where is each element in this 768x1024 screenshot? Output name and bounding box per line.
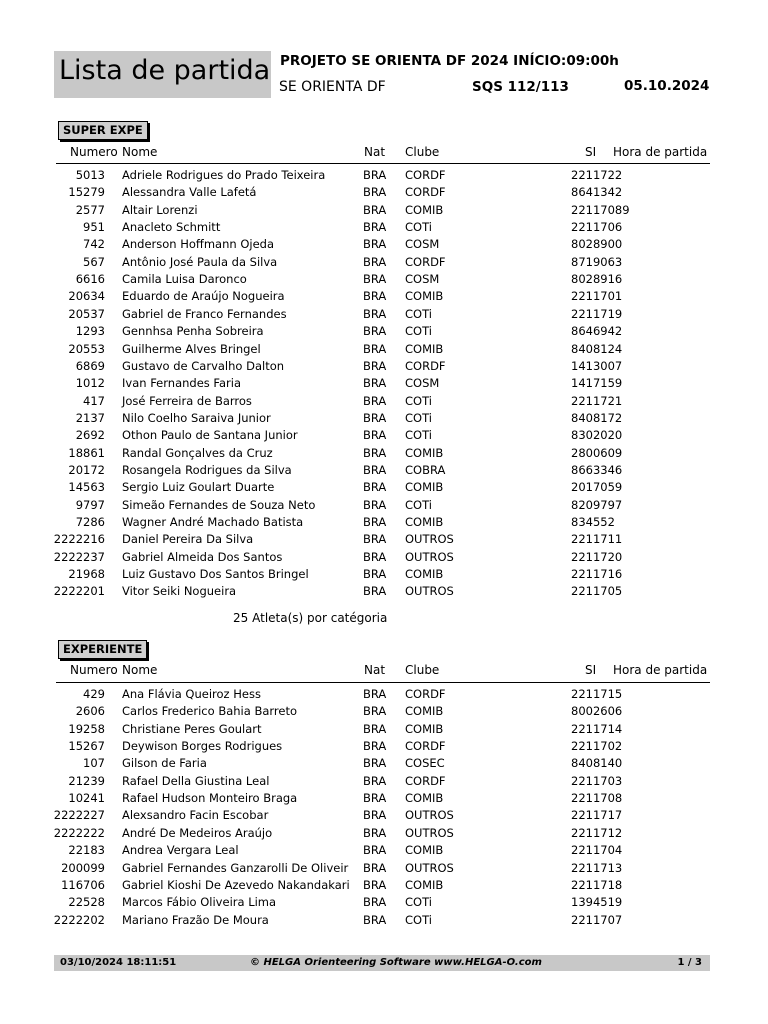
runner-name: Gabriel Kioshi De Azevedo Nakandakari (122, 877, 350, 892)
runner-number: 107 (83, 756, 105, 771)
nationality: BRA (363, 739, 387, 754)
club-name: CORDF (405, 254, 446, 269)
si-card-number: 8302020 (571, 428, 623, 443)
nationality: BRA (363, 168, 387, 182)
runner-name: Adriele Rodrigues do Prado Teixeira (122, 168, 326, 182)
nationality: BRA (363, 773, 387, 788)
table-row (0, 167, 768, 184)
table-row (0, 358, 768, 375)
club-name: COSEC (405, 756, 445, 771)
athlete-count-number: 25 (233, 611, 249, 625)
si-card-number: 2211702 (571, 739, 623, 754)
club-name: CORDF (405, 773, 446, 788)
table-row (0, 825, 768, 842)
nationality: BRA (363, 324, 387, 339)
si-card-number: 2211707 (571, 912, 623, 927)
club-name: COMIB (405, 515, 444, 529)
si-card-number: 8209797 (571, 497, 623, 512)
runner-number: 2577 (75, 202, 105, 217)
si-card-number: 2211701 (571, 289, 623, 304)
runner-number: 15279 (68, 185, 105, 200)
si-card-number: 2211704 (571, 843, 623, 858)
col-header-numero: Numero (70, 663, 118, 677)
runner-number: 2692 (75, 428, 105, 443)
runner-number: 14563 (68, 480, 105, 495)
col-header-si: SI (585, 663, 597, 677)
nationality: BRA (363, 341, 387, 356)
club-name: COTi (405, 895, 432, 910)
runner-name: Gabriel Fernandes Ganzarolli De Oliveir (122, 860, 349, 875)
runner-number: 10241 (68, 791, 105, 806)
nationality: BRA (363, 687, 387, 701)
club-name: COTi (405, 393, 432, 408)
runner-name: Deywison Borges Rodrigues (122, 739, 283, 754)
runner-number: 6869 (75, 358, 105, 373)
club-name: COTi (405, 497, 432, 512)
nationality: BRA (363, 877, 387, 892)
club-name: OUTROS (405, 532, 454, 547)
club-name: COMIB (405, 843, 444, 858)
table-row (0, 721, 768, 738)
club-name: COSM (405, 237, 440, 252)
runner-name: Rafael Della Giustina Leal (122, 773, 270, 788)
runner-name: José Ferreira de Barros (122, 393, 252, 408)
nationality: BRA (363, 480, 387, 495)
table-row (0, 755, 768, 772)
table-row (0, 288, 768, 305)
page-number: 1 / 3 (677, 957, 702, 968)
nationality: BRA (363, 515, 387, 529)
runner-number: 15267 (68, 739, 105, 754)
nationality: BRA (363, 272, 387, 287)
table-row (0, 912, 768, 929)
runner-number: 2222222 (53, 825, 105, 840)
si-card-number: 8719063 (571, 254, 623, 269)
si-card-number: 2211714 (571, 721, 623, 736)
si-card-number: 2211717 (571, 808, 623, 823)
table-row (0, 236, 768, 253)
club-name: OUTROS (405, 549, 454, 564)
si-card-number: 2211708 (571, 791, 623, 806)
nationality: BRA (363, 721, 387, 736)
col-header-nat: Nat (364, 145, 386, 159)
table-row (0, 703, 768, 720)
runner-number: 742 (83, 237, 105, 252)
runner-name: Luiz Gustavo Dos Santos Bringel (122, 567, 309, 582)
header-rule (56, 163, 710, 164)
runner-number: 6616 (75, 272, 105, 287)
si-card-number: 22117089 (571, 202, 630, 217)
runner-number: 18861 (68, 445, 105, 460)
col-header-clube: Clube (405, 145, 440, 159)
nationality: BRA (363, 567, 387, 582)
runner-number: 2137 (75, 410, 105, 425)
si-card-number: 2211712 (571, 825, 623, 840)
runner-name: Christiane Peres Goulart (122, 721, 262, 736)
table-row (0, 219, 768, 236)
nationality: BRA (363, 912, 387, 927)
club-name: CORDF (405, 185, 446, 200)
nationality: BRA (363, 202, 387, 217)
table-row (0, 375, 768, 392)
nationality: BRA (363, 791, 387, 806)
nationality: BRA (363, 428, 387, 443)
runner-name: Altair Lorenzi (122, 202, 198, 217)
club-name: CORDF (405, 739, 446, 754)
nationality: BRA (363, 584, 387, 599)
runner-number: 2606 (75, 704, 105, 719)
col-header-nome: Nome (122, 663, 158, 677)
si-card-number: 2211706 (571, 220, 623, 235)
nationality: BRA (363, 237, 387, 252)
col-header-nat: Nat (364, 663, 386, 677)
table-row (0, 773, 768, 790)
runner-name: Ana Flávia Queiroz Hess (122, 687, 261, 701)
nationality: BRA (363, 808, 387, 823)
runner-number: 2222216 (53, 532, 105, 547)
si-card-number: 1417159 (571, 376, 623, 391)
nationality: BRA (363, 843, 387, 858)
nationality: BRA (363, 393, 387, 408)
club-name: COBRA (405, 462, 446, 477)
table-row (0, 807, 768, 824)
page-title: Lista de partida (59, 55, 271, 86)
table-row (0, 566, 768, 583)
runner-name: Guilherme Alves Bringel (122, 341, 261, 356)
club-name: OUTROS (405, 808, 454, 823)
runner-name: Alessandra Valle Lafetá (122, 185, 257, 200)
runner-name: Antônio José Paula da Silva (122, 254, 278, 269)
table-row (0, 306, 768, 323)
si-card-number: 2211715 (571, 687, 623, 701)
col-header-clube: Clube (405, 663, 440, 677)
table-row (0, 514, 768, 531)
table-row (0, 323, 768, 340)
si-card-number: 2211720 (571, 549, 623, 564)
runner-number: 116706 (61, 877, 105, 892)
nationality: BRA (363, 289, 387, 304)
project-title: PROJETO SE ORIENTA DF 2024 INÍCIO:09:00h (280, 53, 619, 69)
runner-number: 1293 (75, 324, 105, 339)
club-name: COMIB (405, 877, 444, 892)
si-card-number: 8646942 (571, 324, 623, 339)
nationality: BRA (363, 376, 387, 391)
nationality: BRA (363, 410, 387, 425)
si-card-number: 2211721 (571, 393, 623, 408)
runner-name: Gennhsa Penha Sobreira (122, 324, 264, 339)
runner-number: 567 (83, 254, 105, 269)
runner-number: 2222202 (53, 912, 105, 927)
table-row (0, 497, 768, 514)
col-header-hora: Hora de partida (613, 663, 708, 677)
runner-name: Othon Paulo de Santana Junior (122, 428, 298, 443)
club-name: COTi (405, 410, 432, 425)
club-name: COTi (405, 220, 432, 235)
table-row (0, 531, 768, 548)
table-row (0, 427, 768, 444)
si-card-number: 8408124 (571, 341, 623, 356)
club-name: COMIB (405, 704, 444, 719)
table-row (0, 202, 768, 219)
club-name: CORDF (405, 687, 446, 701)
runner-number: 5013 (75, 168, 105, 182)
event-date: 05.10.2024 (624, 78, 710, 94)
club-name: COTi (405, 324, 432, 339)
si-card-number: 2017059 (571, 480, 623, 495)
si-card-number: 834552 (571, 515, 615, 529)
club-name: COSM (405, 376, 440, 391)
runner-name: Daniel Pereira Da Silva (122, 532, 254, 547)
nationality: BRA (363, 497, 387, 512)
runner-number: 21968 (68, 567, 105, 582)
nationality: BRA (363, 462, 387, 477)
table-row (0, 341, 768, 358)
category-label: SUPER EXPE (58, 121, 148, 140)
club-name: COMIB (405, 289, 444, 304)
runner-name: Wagner André Machado Batista (122, 515, 304, 529)
club-name: CORDF (405, 358, 446, 373)
si-card-number: 2211716 (571, 567, 623, 582)
runner-number: 7286 (75, 515, 105, 529)
table-row (0, 842, 768, 859)
table-row (0, 410, 768, 427)
table-row (0, 393, 768, 410)
si-card-number: 1413007 (571, 358, 623, 373)
runner-number: 9797 (75, 497, 105, 512)
table-row (0, 445, 768, 462)
category-label: EXPERIENTE (58, 640, 147, 659)
si-card-number: 2211703 (571, 773, 623, 788)
nationality: BRA (363, 532, 387, 547)
si-card-number: 8641342 (571, 185, 623, 200)
club-name: COTi (405, 428, 432, 443)
runner-name: Anderson Hoffmann Ojeda (122, 237, 274, 252)
runner-number: 20634 (68, 289, 105, 304)
table-row (0, 271, 768, 288)
table-row (0, 254, 768, 271)
si-card-number: 8408140 (571, 756, 623, 771)
nationality: BRA (363, 895, 387, 910)
page-title-box (54, 51, 271, 98)
runner-number: 20537 (68, 306, 105, 321)
table-row (0, 184, 768, 201)
si-card-number: 2211722 (571, 168, 623, 182)
club-name: COMIB (405, 445, 444, 460)
si-card-number: 2211705 (571, 584, 623, 599)
page-footer (54, 955, 710, 971)
runner-name: Eduardo de Araújo Nogueira (122, 289, 285, 304)
si-card-number: 8663346 (571, 462, 623, 477)
nationality: BRA (363, 445, 387, 460)
runner-number: 20172 (68, 462, 105, 477)
runner-number: 200099 (61, 860, 105, 875)
table-row (0, 686, 768, 703)
table-row (0, 549, 768, 566)
si-card-number: 2211719 (571, 306, 623, 321)
si-card-number: 8028916 (571, 272, 623, 287)
col-header-nome: Nome (122, 145, 158, 159)
club-name: COMIB (405, 721, 444, 736)
si-card-number: 8002606 (571, 704, 623, 719)
runner-number: 951 (83, 220, 105, 235)
nationality: BRA (363, 185, 387, 200)
table-row (0, 894, 768, 911)
runner-name: Rosangela Rodrigues da Silva (122, 462, 292, 477)
si-card-number: 2211718 (571, 877, 623, 892)
runner-number: 2222237 (53, 549, 105, 564)
club-name: COMIB (405, 791, 444, 806)
table-row (0, 790, 768, 807)
runner-name: Andrea Vergara Leal (122, 843, 239, 858)
runner-number: 1012 (75, 376, 105, 391)
runner-name: Rafael Hudson Monteiro Braga (122, 791, 298, 806)
runner-name: Gabriel Almeida Dos Santos (122, 549, 283, 564)
si-card-number: 2211711 (571, 532, 623, 547)
nationality: BRA (363, 825, 387, 840)
si-card-number: 2211713 (571, 860, 623, 875)
runner-name: Alexsandro Facin Escobar (122, 808, 269, 823)
club-name: COTi (405, 306, 432, 321)
si-card-number: 2800609 (571, 445, 623, 460)
runner-number: 417 (83, 393, 105, 408)
runner-number: 2222227 (53, 808, 105, 823)
runner-name: Randal Gonçalves da Cruz (122, 445, 273, 460)
runner-name: Gilson de Faria (122, 756, 207, 771)
nationality: BRA (363, 358, 387, 373)
athlete-count (233, 611, 387, 625)
runner-name: André De Medeiros Araújo (122, 825, 273, 840)
table-row (0, 860, 768, 877)
runner-number: 21239 (68, 773, 105, 788)
runner-name: Mariano Frazão De Moura (122, 912, 269, 927)
runner-name: Marcos Fábio Oliveira Lima (122, 895, 277, 910)
runner-number: 22183 (68, 843, 105, 858)
runner-number: 429 (83, 687, 105, 701)
table-row (0, 738, 768, 755)
si-card-number: 8408172 (571, 410, 623, 425)
runner-name: Simeão Fernandes de Souza Neto (122, 497, 316, 512)
nationality: BRA (363, 756, 387, 771)
runner-number: 19258 (68, 721, 105, 736)
header-rule (56, 682, 710, 683)
club-name: OUTROS (405, 584, 454, 599)
nationality: BRA (363, 220, 387, 235)
nationality: BRA (363, 860, 387, 875)
runner-name: Vitor Seiki Nogueira (122, 584, 237, 599)
runner-name: Ivan Fernandes Faria (122, 376, 241, 391)
table-row (0, 479, 768, 496)
col-header-hora: Hora de partida (613, 145, 708, 159)
col-header-si: SI (585, 145, 597, 159)
runner-name: Anacleto Schmitt (122, 220, 221, 235)
runner-name: Gabriel de Franco Fernandes (122, 306, 287, 321)
event-name: SE ORIENTA DF (279, 79, 386, 95)
nationality: BRA (363, 306, 387, 321)
nationality: BRA (363, 549, 387, 564)
runner-number: 22528 (68, 895, 105, 910)
club-name: COSM (405, 272, 440, 287)
runner-name: Sergio Luiz Goulart Duarte (122, 480, 275, 495)
club-name: OUTROS (405, 860, 454, 875)
table-row (0, 462, 768, 479)
club-name: COMIB (405, 567, 444, 582)
nationality: BRA (363, 254, 387, 269)
runner-number: 20553 (68, 341, 105, 356)
event-location: SQS 112/113 (472, 79, 569, 95)
club-name: COMIB (405, 480, 444, 495)
runner-name: Gustavo de Carvalho Dalton (122, 358, 285, 373)
club-name: OUTROS (405, 825, 454, 840)
athlete-count-label: Atleta(s) por catégoria (252, 611, 388, 625)
club-name: COMIB (405, 202, 444, 217)
col-header-numero: Numero (70, 145, 118, 159)
runner-number: 2222201 (53, 584, 105, 599)
runner-name: Camila Luisa Daronco (122, 272, 247, 287)
si-card-number: 1394519 (571, 895, 623, 910)
si-card-number: 8028900 (571, 237, 623, 252)
print-timestamp: 03/10/2024 18:11:51 (60, 957, 177, 968)
club-name: COMIB (405, 341, 444, 356)
nationality: BRA (363, 704, 387, 719)
club-name: CORDF (405, 168, 446, 182)
runner-name: Nilo Coelho Saraiva Junior (122, 410, 271, 425)
club-name: COTi (405, 912, 432, 927)
software-credit: © HELGA Orienteering Software www.HELGA-O.com (250, 957, 542, 968)
table-row (0, 583, 768, 600)
table-row (0, 877, 768, 894)
runner-name: Carlos Frederico Bahia Barreto (122, 704, 298, 719)
